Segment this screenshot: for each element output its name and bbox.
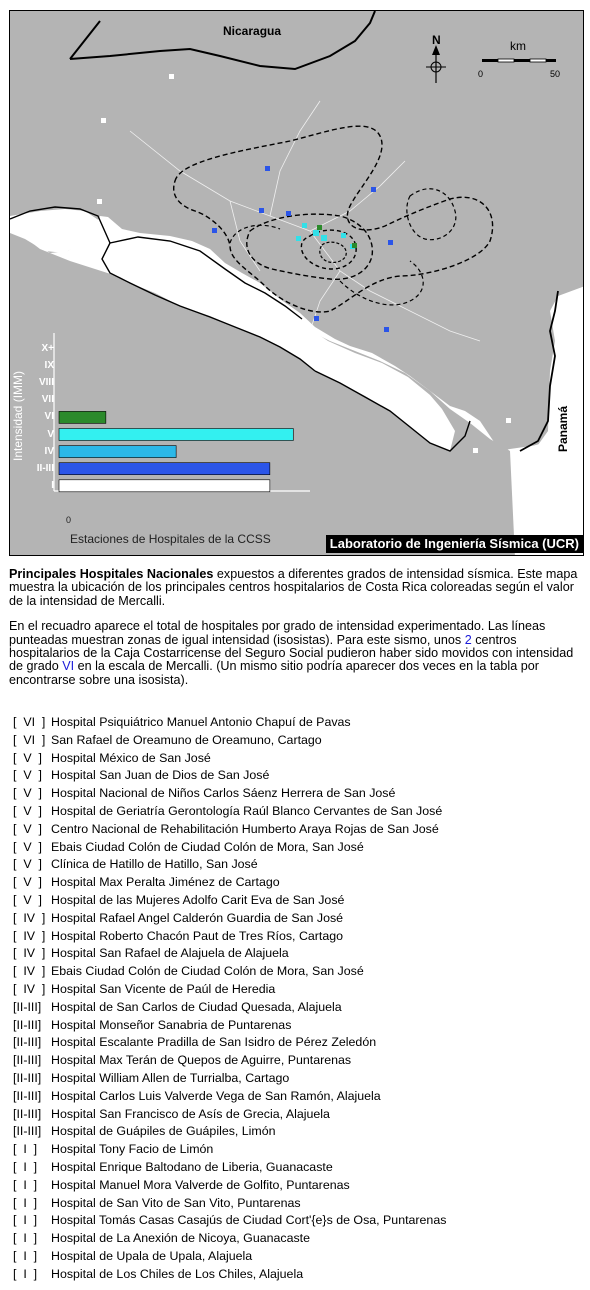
- chart-tick-label: IX: [44, 360, 54, 372]
- station-marker-blue: [265, 166, 270, 171]
- hospital-name: Ebais Ciudad Colón de Ciudad Colón de Mora, San José: [51, 839, 364, 854]
- chart-bar-vi: [59, 411, 106, 423]
- hospital-list-item: [13, 1017, 588, 1035]
- hospital-list-item: [13, 910, 588, 928]
- hospital-name: Hospital Tomás Casas Casajús de Ciudad Cort'{e}s de Osa, Puntarenas: [51, 1213, 447, 1228]
- description-block: [9, 568, 581, 687]
- hospital-list-item: [13, 856, 588, 874]
- hospital-intensity-level: [ V ]: [13, 892, 42, 907]
- hospital-list-item: [13, 1230, 588, 1248]
- hospital-name: Hospital William Allen de Turrialba, Cartago: [51, 1070, 290, 1085]
- scale-unit-label: km: [510, 39, 526, 53]
- hospital-name: Hospital Nacional de Niños Carlos Sáenz Herrera de San José: [51, 786, 396, 801]
- chart-x-tick-zero: 0: [66, 515, 72, 525]
- chart-tick-label: VI: [44, 411, 54, 423]
- station-marker-blue: [371, 187, 376, 192]
- hospital-name: San Rafael de Oreamuno de Oreamuno, Cartago: [51, 732, 322, 747]
- hospital-intensity-level: [ V ]: [13, 857, 42, 872]
- hospital-intensity-level: [ I ]: [13, 1231, 38, 1246]
- station-marker-cyan: [302, 223, 307, 228]
- hospital-list-item: [13, 1195, 588, 1213]
- chart-y-label: Intensidad (IMM): [11, 370, 25, 462]
- chart-bar-iv: [59, 446, 176, 458]
- hospital-list-item: [13, 1070, 588, 1088]
- station-marker-white: [169, 74, 174, 79]
- hospital-list-item: [13, 1248, 588, 1266]
- hospital-intensity-level: [II-III]: [13, 1106, 42, 1121]
- hospital-intensity-level: [ I ]: [13, 1159, 38, 1174]
- hospital-list-item: [13, 1141, 588, 1159]
- hospital-name: Hospital San Francisco de Asís de Grecia, Alajuela: [51, 1106, 330, 1121]
- hospital-name: Hospital Enrique Baltodano de Liberia, Guanacaste: [51, 1159, 333, 1174]
- chart-tick-label: IV: [44, 445, 54, 457]
- hospital-name: Hospital México de San José: [51, 750, 211, 765]
- hospital-intensity-level: [ IV ]: [13, 946, 46, 961]
- hospital-intensity-level: [II-III]: [13, 1088, 42, 1103]
- hospital-name: Hospital de San Carlos de Ciudad Quesada, Alajuela: [51, 999, 342, 1014]
- hospital-name: Hospital Roberto Chacón Paut de Tres Ríos, Cartago: [51, 928, 344, 943]
- hospital-name: Centro Nacional de Rehabilitación Humberto Araya Rojas de San José: [51, 821, 439, 836]
- hospital-list-item: [13, 1266, 588, 1284]
- station-marker-blue: [286, 211, 291, 216]
- station-marker-blue: [384, 327, 389, 332]
- hospital-list-item: [13, 803, 588, 821]
- hospital-name: Hospital Max Terán de Quepos de Aguirre, Puntarenas: [51, 1053, 352, 1068]
- station-marker-cyan: [341, 233, 346, 238]
- hospital-intensity-level: [ V ]: [13, 839, 42, 854]
- hospital-list-item: [13, 1123, 588, 1141]
- station-marker-blue: [259, 208, 264, 213]
- hospital-intensity-level: [II-III]: [13, 1070, 42, 1085]
- chart-tick-label: V: [47, 428, 54, 440]
- station-marker-cyan: [313, 230, 319, 236]
- hospital-name: Hospital de La Anexión de Nicoya, Guanacaste: [51, 1231, 310, 1246]
- hospital-list-item: [13, 1212, 588, 1230]
- hospital-list-item: [13, 732, 588, 750]
- chart-tick-label: VII: [41, 394, 54, 406]
- hospital-name: Hospital de Upala de Upala, Alajuela: [51, 1248, 253, 1263]
- explanation-text-a: En el recuadro aparece el total de hospitales por grado de intensidad experimentado. Las líneas punteadas muestran zonas de igual intensidad (isosistas). Para este sismo, unos: [9, 619, 546, 647]
- station-marker-cyan: [296, 236, 301, 241]
- station-marker-green: [352, 243, 357, 248]
- station-marker-green: [317, 225, 322, 230]
- intro-heading: Principales Hospitales Nacionales: [9, 567, 214, 581]
- hospital-name: Hospital Manuel Mora Valverde de Golfito, Puntarenas: [51, 1177, 350, 1192]
- hospital-list-item: [13, 892, 588, 910]
- hospital-list-item: [13, 1159, 588, 1177]
- credit-label: Laboratorio de Ingeniería Sísmica (UCR): [326, 535, 583, 553]
- intensity-grade: VI: [62, 659, 75, 674]
- hospital-list-item: [13, 785, 588, 803]
- hospital-list-item: [13, 821, 588, 839]
- station-marker-white: [416, 396, 421, 401]
- hospital-list-item: [13, 928, 588, 946]
- hospital-name: Hospital Carlos Luis Valverde Vega de San Ramón, Alajuela: [51, 1088, 381, 1103]
- hospital-intensity-level: [ I ]: [13, 1142, 38, 1157]
- hospital-intensity-level: [II-III]: [13, 1017, 42, 1032]
- hospital-intensity-level: [ I ]: [13, 1213, 38, 1228]
- hospital-list-item: [13, 767, 588, 785]
- chart-bar-v: [59, 429, 293, 441]
- map-canvas: [10, 11, 584, 556]
- chart-tick-label: X+: [41, 343, 54, 354]
- chart-bar-i: [59, 480, 270, 492]
- hospital-name: Hospital San Vicente de Paúl de Heredia: [51, 981, 276, 996]
- north-label: N: [432, 33, 441, 47]
- explanation-text-c: en la escala de Mercalli. (Un mismo sitio podría aparecer dos veces en la tabla por encontrarse sobre una isosista).: [9, 659, 539, 687]
- hospital-intensity-level: [ I ]: [13, 1177, 38, 1192]
- hospital-name: Hospital Rafael Angel Calderón Guardia de San José: [51, 910, 344, 925]
- intro-paragraph: [9, 568, 581, 608]
- hospital-intensity-level: [ V ]: [13, 786, 42, 801]
- hospital-name: Hospital de San Vito de San Vito, Puntarenas: [51, 1195, 301, 1210]
- panama-label: Panamá: [556, 405, 570, 453]
- hospital-intensity-level: [ IV ]: [13, 981, 46, 996]
- hospital-list-item: [13, 1106, 588, 1124]
- hospital-list-item: [13, 1088, 588, 1106]
- station-marker-blue: [314, 316, 319, 321]
- hospital-count: 2: [464, 632, 472, 647]
- hospital-name: Ebais Ciudad Colón de Ciudad Colón de Mora, San José: [51, 964, 364, 979]
- chart-bar-ii-iii: [59, 463, 270, 475]
- scale-start-label: 0: [478, 69, 484, 79]
- nicaragua-label: Nicaragua: [223, 24, 282, 38]
- map-figure: [9, 10, 584, 556]
- hospital-intensity-level: [ IV ]: [13, 928, 46, 943]
- hospital-intensity-level: [II-III]: [13, 1124, 42, 1139]
- hospital-intensity-level: [ V ]: [13, 768, 42, 783]
- hospital-name: Hospital de Los Chiles de Los Chiles, Alajuela: [51, 1266, 304, 1281]
- hospital-intensity-level: [ V ]: [13, 750, 42, 765]
- hospital-name: Hospital Tony Facio de Limón: [51, 1142, 214, 1157]
- chart-tick-label: II-III: [36, 462, 54, 474]
- hospital-intensity-level: [ VI ]: [13, 732, 46, 747]
- explanation-text-b: centros hospitalarios de la Caja Costarricense del Seguro Social pudieron haber sido movidos con intensidad de grado: [9, 632, 574, 674]
- hospital-intensity-level: [II-III]: [13, 999, 42, 1014]
- hospital-list-item: [13, 750, 588, 768]
- hospital-list-item: [13, 839, 588, 857]
- station-marker-blue: [388, 240, 393, 245]
- explanation-paragraph: [9, 620, 581, 687]
- chart-x-label: Estaciones de Hospitales de la CCSS: [70, 532, 271, 546]
- hospital-name: Hospital Monseñor Sanabria de Puntarenas: [51, 1017, 292, 1032]
- scale-bar: [482, 59, 556, 62]
- hospital-intensity-level: [ V ]: [13, 821, 42, 836]
- hospital-list: [13, 714, 588, 1284]
- hospital-intensity-level: [II-III]: [13, 1035, 42, 1050]
- hospital-name: Hospital San Rafael de Alajuela de Alajuela: [51, 946, 289, 961]
- hospital-name: Hospital Escalante Pradilla de San Isidro de Pérez Zeledón: [51, 1035, 377, 1050]
- hospital-name: Hospital de las Mujeres Adolfo Carit Eva de San José: [51, 892, 345, 907]
- hospital-intensity-level: [ IV ]: [13, 910, 46, 925]
- hospital-intensity-level: [ IV ]: [13, 964, 46, 979]
- hospital-intensity-level: [II-III]: [13, 1053, 42, 1068]
- station-marker-white: [101, 118, 106, 123]
- hospital-list-item: [13, 714, 588, 732]
- hospital-list-item: [13, 945, 588, 963]
- hospital-name: Hospital de Guápiles de Guápiles, Limón: [51, 1124, 276, 1139]
- station-marker-white: [506, 418, 511, 423]
- hospital-list-item: [13, 999, 588, 1017]
- hospital-list-item: [13, 981, 588, 999]
- hospital-list-item: [13, 1034, 588, 1052]
- hospital-name: Hospital San Juan de Dios de San José: [51, 768, 270, 783]
- hospital-list-item: [13, 963, 588, 981]
- hospital-intensity-level: [ VI ]: [13, 715, 46, 729]
- hospital-intensity-level: [ V ]: [13, 803, 42, 818]
- hospital-list-item: [13, 874, 588, 892]
- chart-tick-label: VIII: [38, 377, 54, 389]
- hospital-intensity-level: [ V ]: [13, 875, 42, 890]
- hospital-list-item: [13, 1177, 588, 1195]
- station-marker-blue: [212, 228, 217, 233]
- hospital-name: Hospital Psiquiátrico Manuel Antonio Chapuí de Pavas: [51, 715, 351, 729]
- hospital-intensity-level: [ I ]: [13, 1248, 38, 1263]
- chart-tick-label: I: [51, 479, 54, 491]
- hospital-intensity-level: [ I ]: [13, 1195, 38, 1210]
- hospital-list-item: [13, 1052, 588, 1070]
- hospital-name: Hospital de Geriatría Gerontología Raúl Blanco Cervantes de San José: [51, 803, 443, 818]
- station-marker-white: [97, 199, 102, 204]
- scale-end-label: 50: [550, 69, 561, 79]
- hospital-name: Hospital Max Peralta Jiménez de Cartago: [51, 875, 280, 890]
- station-marker-cyan: [321, 235, 327, 241]
- hospital-name: Clínica de Hatillo de Hatillo, San José: [51, 857, 258, 872]
- intro-text: expuestos a diferentes grados de intensidad sísmica. Este mapa muestra la ubicación de los principales centros hospitalarios de Costa Rica coloreadas según el valor de la intensidad de Mercalli.: [9, 567, 578, 608]
- hospital-intensity-level: [ I ]: [13, 1266, 38, 1281]
- station-marker-white: [473, 448, 478, 453]
